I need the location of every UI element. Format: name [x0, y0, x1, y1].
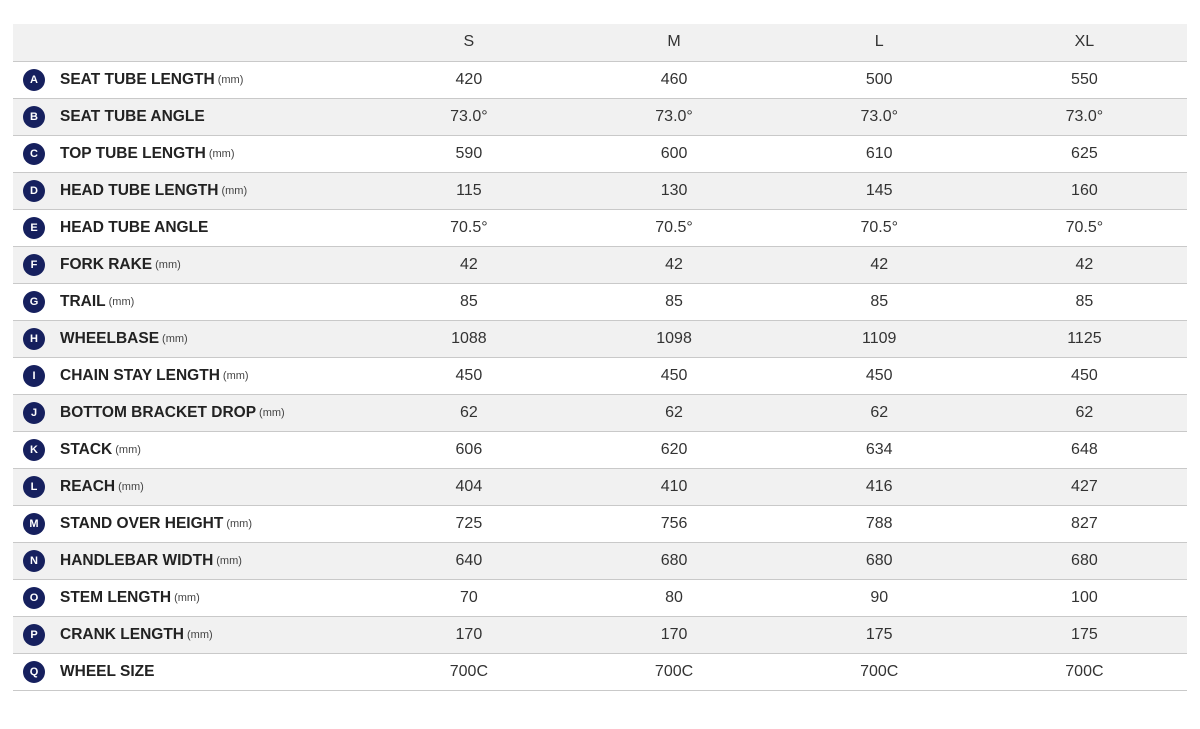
value-cell-l: 42: [777, 246, 982, 283]
value-cell-m: 620: [571, 431, 776, 468]
row-label: SEAT TUBE ANGLE: [60, 107, 205, 125]
letter-badge-icon: F: [23, 254, 45, 276]
size-header-row: [13, 24, 1187, 61]
value-cell-m: 62: [571, 394, 776, 431]
row-label-cell: [13, 468, 366, 505]
value-cell-l: 610: [777, 135, 982, 172]
value-cell-s: 85: [366, 283, 571, 320]
value-cell-xl: 680: [982, 542, 1187, 579]
value-cell-s: 62: [366, 394, 571, 431]
value-cell-s: 170: [366, 616, 571, 653]
row-unit: (mm): [108, 295, 135, 308]
row-label: WHEELBASE: [60, 329, 160, 347]
value-cell-s: 420: [366, 61, 571, 98]
size-header-s: S: [366, 24, 571, 61]
table-row: [13, 283, 1187, 320]
value-cell-m: 1098: [571, 320, 776, 357]
row-unit: (mm): [208, 147, 235, 160]
table-row: [13, 616, 1187, 653]
value-cell-m: 450: [571, 357, 776, 394]
row-label: REACH: [60, 477, 116, 495]
row-unit: (mm): [216, 554, 242, 567]
geometry-table: [13, 24, 1187, 691]
value-cell-m: 85: [571, 283, 776, 320]
value-cell-xl: 100: [982, 579, 1187, 616]
letter-badge-icon: B: [23, 106, 45, 128]
row-label: HEAD TUBE LENGTH: [60, 181, 219, 199]
value-cell-m: 756: [571, 505, 776, 542]
value-cell-m: 460: [571, 61, 776, 98]
row-label-cell: [13, 320, 366, 357]
row-label-cell: [13, 135, 366, 172]
value-cell-l: 90: [777, 579, 982, 616]
table-row: [13, 505, 1187, 542]
letter-badge-icon: I: [23, 365, 45, 387]
value-cell-l: 70.5°: [777, 209, 982, 246]
letter-badge-icon: C: [23, 143, 45, 165]
value-cell-xl: 648: [982, 431, 1187, 468]
letter-badge-icon: M: [23, 513, 45, 535]
value-cell-m: 600: [571, 135, 776, 172]
row-unit: (mm): [187, 628, 213, 641]
value-cell-s: 640: [366, 542, 571, 579]
row-label: CHAIN STAY LENGTH: [60, 366, 220, 384]
table-row: [13, 431, 1187, 468]
row-unit: (mm): [115, 443, 141, 456]
value-cell-xl: 625: [982, 135, 1187, 172]
letter-badge-icon: J: [23, 402, 45, 424]
row-label-cell: [13, 431, 366, 468]
letter-badge-icon: L: [23, 476, 45, 498]
value-cell-s: 70: [366, 579, 571, 616]
value-cell-xl: 42: [982, 246, 1187, 283]
value-cell-s: 70.5°: [366, 209, 571, 246]
value-cell-s: 606: [366, 431, 571, 468]
table-row: [13, 209, 1187, 246]
value-cell-s: 590: [366, 135, 571, 172]
value-cell-xl: 175: [982, 616, 1187, 653]
size-header-m: M: [571, 24, 776, 61]
value-cell-l: 634: [777, 431, 982, 468]
table-row: [13, 357, 1187, 394]
letter-badge-icon: Q: [23, 661, 45, 683]
row-unit: (mm): [217, 73, 244, 86]
value-cell-xl: 550: [982, 61, 1187, 98]
size-header-l: L: [777, 24, 982, 61]
value-cell-xl: 1125: [982, 320, 1187, 357]
value-cell-m: 170: [571, 616, 776, 653]
row-label-cell: [13, 542, 366, 579]
value-cell-m: 42: [571, 246, 776, 283]
value-cell-s: 73.0°: [366, 98, 571, 135]
value-cell-l: 175: [777, 616, 982, 653]
row-label-cell: [13, 616, 366, 653]
letter-badge-icon: D: [23, 180, 45, 202]
row-label: HEAD TUBE ANGLE: [60, 218, 209, 236]
row-label: STAND OVER HEIGHT: [60, 514, 224, 532]
value-cell-xl: 70.5°: [982, 209, 1187, 246]
value-cell-s: 725: [366, 505, 571, 542]
value-cell-l: 788: [777, 505, 982, 542]
letter-badge-icon: O: [23, 587, 45, 609]
value-cell-s: 1088: [366, 320, 571, 357]
row-label-cell: [13, 579, 366, 616]
row-unit: (mm): [222, 369, 249, 382]
value-cell-l: 73.0°: [777, 98, 982, 135]
row-label: HANDLEBAR WIDTH: [60, 551, 214, 569]
letter-badge-icon: H: [23, 328, 45, 350]
table-row: [13, 468, 1187, 505]
value-cell-m: 410: [571, 468, 776, 505]
letter-badge-icon: K: [23, 439, 45, 461]
row-label: STEM LENGTH: [60, 588, 172, 606]
value-cell-m: 680: [571, 542, 776, 579]
value-cell-xl: 450: [982, 357, 1187, 394]
value-cell-xl: 427: [982, 468, 1187, 505]
value-cell-xl: 85: [982, 283, 1187, 320]
table-row: [13, 172, 1187, 209]
table-row: [13, 246, 1187, 283]
row-label-cell: [13, 357, 366, 394]
row-label: FORK RAKE: [60, 255, 153, 273]
table-row: [13, 579, 1187, 616]
letter-badge-icon: E: [23, 217, 45, 239]
letter-badge-icon: G: [23, 291, 45, 313]
value-cell-xl: 827: [982, 505, 1187, 542]
row-label-cell: [13, 61, 366, 98]
value-cell-s: 450: [366, 357, 571, 394]
value-cell-l: 85: [777, 283, 982, 320]
value-cell-xl: 700C: [982, 653, 1187, 690]
value-cell-m: 130: [571, 172, 776, 209]
value-cell-s: 115: [366, 172, 571, 209]
value-cell-l: 62: [777, 394, 982, 431]
row-unit: (mm): [155, 258, 181, 271]
table-row: [13, 653, 1187, 690]
value-cell-s: 42: [366, 246, 571, 283]
table-row: [13, 394, 1187, 431]
value-cell-s: 404: [366, 468, 571, 505]
row-label: TOP TUBE LENGTH: [60, 144, 206, 162]
value-cell-l: 145: [777, 172, 982, 209]
table-row: [13, 135, 1187, 172]
row-unit: (mm): [118, 480, 144, 493]
row-label: CRANK LENGTH: [60, 625, 184, 643]
value-cell-l: 700C: [777, 653, 982, 690]
value-cell-s: 700C: [366, 653, 571, 690]
value-cell-l: 450: [777, 357, 982, 394]
value-cell-l: 500: [777, 61, 982, 98]
row-label: STACK: [60, 440, 113, 458]
value-cell-m: 80: [571, 579, 776, 616]
row-label-cell: [13, 283, 366, 320]
row-unit: (mm): [174, 591, 200, 604]
row-label-cell: [13, 98, 366, 135]
row-label-cell: [13, 653, 366, 690]
row-label-cell: [13, 246, 366, 283]
value-cell-m: 73.0°: [571, 98, 776, 135]
row-label-cell: [13, 505, 366, 542]
row-label-cell: [13, 209, 366, 246]
size-header-xl: XL: [982, 24, 1187, 61]
value-cell-xl: 73.0°: [982, 98, 1187, 135]
row-label: TRAIL: [60, 292, 106, 310]
value-cell-l: 1109: [777, 320, 982, 357]
row-unit: (mm): [259, 406, 285, 419]
row-unit: (mm): [221, 184, 248, 197]
value-cell-m: 70.5°: [571, 209, 776, 246]
row-label: SEAT TUBE LENGTH: [60, 70, 215, 88]
value-cell-l: 416: [777, 468, 982, 505]
row-label-cell: [13, 394, 366, 431]
row-unit: (mm): [226, 517, 252, 530]
letter-badge-icon: A: [23, 69, 45, 91]
row-label-cell: [13, 172, 366, 209]
table-row: [13, 542, 1187, 579]
row-label: BOTTOM BRACKET DROP: [60, 403, 257, 421]
row-label: WHEEL SIZE: [60, 662, 155, 680]
letter-badge-icon: N: [23, 550, 45, 572]
value-cell-xl: 160: [982, 172, 1187, 209]
table-row: [13, 61, 1187, 98]
row-unit: (mm): [162, 332, 188, 345]
value-cell-m: 700C: [571, 653, 776, 690]
table-row: [13, 98, 1187, 135]
label-column-header: [13, 24, 366, 61]
table-row: [13, 320, 1187, 357]
value-cell-l: 680: [777, 542, 982, 579]
geometry-rows: [13, 61, 1187, 690]
letter-badge-icon: P: [23, 624, 45, 646]
value-cell-xl: 62: [982, 394, 1187, 431]
